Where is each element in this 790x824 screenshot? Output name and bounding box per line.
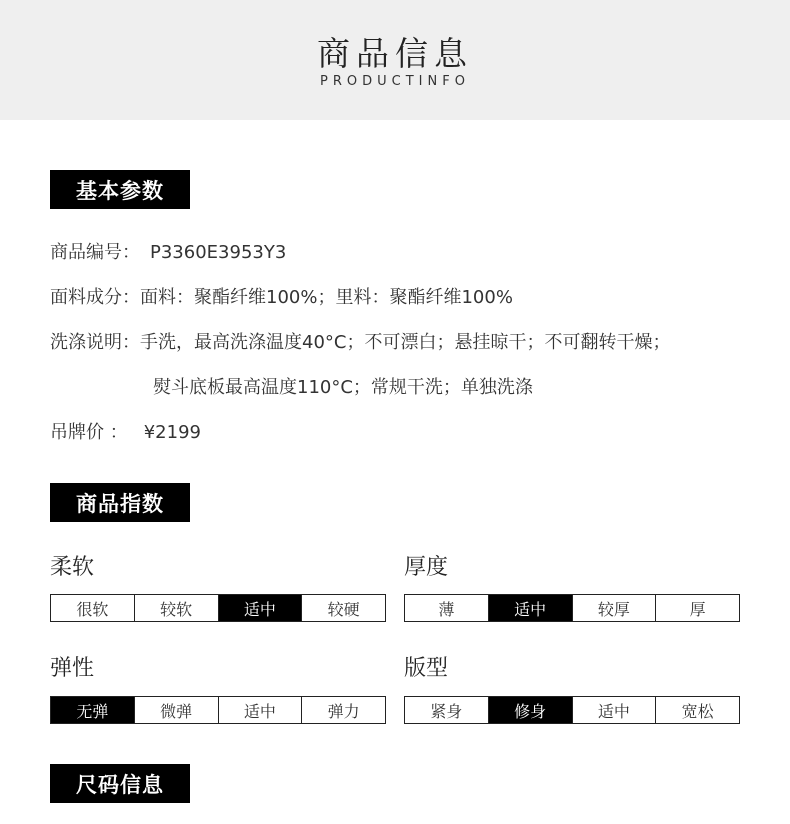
scale-option: 无弹 — [51, 697, 135, 723]
index-title-elasticity: 弹性 — [50, 656, 95, 681]
param-label: 面料成分： — [50, 287, 140, 308]
scale-option: 微弹 — [135, 697, 219, 723]
param-label: 商品编号： — [50, 242, 140, 263]
param-value: ¥2199 — [143, 422, 201, 443]
scale-elasticity — [50, 696, 386, 724]
param-product-code — [50, 238, 286, 264]
scale-option: 适中 — [489, 595, 573, 621]
scale-option: 适中 — [573, 697, 657, 723]
param-label: 洗涤说明： — [50, 332, 140, 353]
section-size-info: 尺码信息 — [50, 764, 190, 803]
scale-option: 弹力 — [327, 701, 360, 721]
scale-option: 薄 — [405, 595, 489, 621]
param-price — [50, 418, 201, 444]
index-title-fit: 版型 — [404, 656, 449, 681]
scale-option: 适中 — [219, 697, 303, 723]
scale-fit — [404, 696, 740, 724]
scale-option: 宽松 — [681, 701, 714, 721]
param-wash-continued: 熨斗底板最高温度110°C；常规干洗；单独洗涤 — [153, 377, 533, 398]
index-title-softness: 柔软 — [50, 555, 95, 580]
param-value: 手洗，最高洗涤温度40°C；不可漂白；悬挂晾干；不可翻转干燥； — [140, 332, 671, 353]
scale-option: 很软 — [51, 595, 135, 621]
scale-option: 适中 — [219, 595, 303, 621]
scale-option: 修身 — [489, 697, 573, 723]
scale-option: 紧身 — [405, 697, 489, 723]
param-value: P3360E3953Y3 — [150, 242, 287, 263]
page-header — [0, 0, 790, 120]
page-title: 商品信息 — [317, 34, 473, 73]
param-wash — [50, 328, 670, 354]
index-title-thickness: 厚度 — [404, 555, 449, 580]
section-basic-params: 基本参数 — [50, 170, 190, 209]
scale-option: 较软 — [135, 595, 219, 621]
scale-softness — [50, 594, 386, 622]
page-subtitle: PRODUCTINFO — [320, 74, 470, 89]
scale-option: 较厚 — [573, 595, 657, 621]
param-label: 吊牌价 ： — [50, 422, 128, 443]
section-product-index: 商品指数 — [50, 483, 190, 522]
scale-option: 厚 — [689, 599, 706, 619]
scale-option: 较硬 — [327, 599, 360, 619]
param-value: 面料：聚酯纤维100%；里料：聚酯纤维100% — [140, 287, 513, 308]
scale-thickness — [404, 594, 740, 622]
param-fabric — [50, 283, 513, 309]
